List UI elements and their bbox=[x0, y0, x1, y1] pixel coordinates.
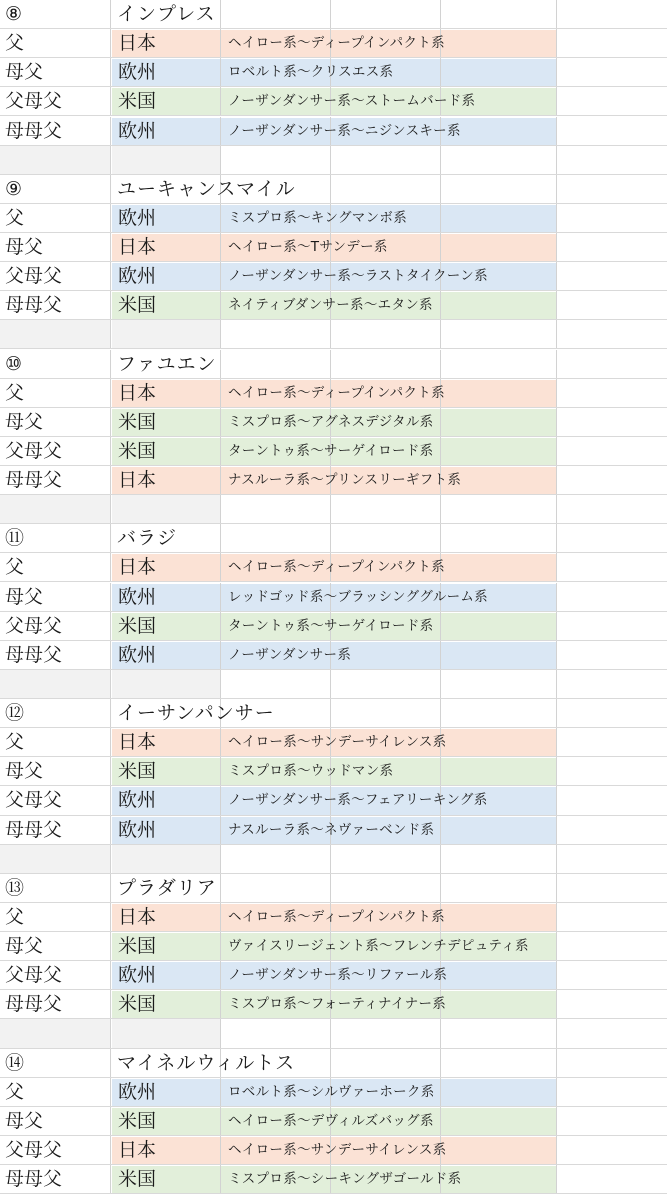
grid-line bbox=[556, 146, 557, 175]
grid-line bbox=[556, 466, 557, 495]
region-label: 欧州 bbox=[118, 643, 157, 666]
grid-line bbox=[556, 175, 557, 204]
spacer-cell bbox=[0, 320, 110, 349]
spacer-row[interactable] bbox=[0, 146, 667, 175]
spacer-cell bbox=[112, 845, 220, 874]
region-label: 欧州 bbox=[118, 789, 157, 812]
grid-line bbox=[220, 583, 221, 612]
sire-line: ナスルーラ系〜ネヴァーベンド系 bbox=[228, 821, 435, 838]
pedigree-row[interactable] bbox=[0, 641, 667, 670]
grid-line bbox=[330, 845, 331, 874]
pedigree-row[interactable] bbox=[0, 408, 667, 437]
grid-line bbox=[110, 320, 111, 349]
spacer-cell bbox=[0, 146, 110, 175]
grid-line bbox=[110, 175, 111, 204]
grid-line bbox=[556, 816, 557, 845]
grid-line bbox=[440, 408, 441, 437]
grid-line bbox=[110, 204, 111, 233]
grid-line bbox=[440, 641, 441, 670]
horse-number: ⑪ bbox=[5, 527, 25, 550]
grid-line bbox=[220, 1078, 221, 1107]
region-label: 米国 bbox=[118, 1168, 157, 1191]
pedigree-role: 母父 bbox=[5, 935, 44, 958]
grid-line bbox=[440, 816, 441, 845]
grid-line bbox=[110, 524, 111, 553]
grid-line bbox=[556, 320, 557, 349]
grid-line bbox=[220, 961, 221, 990]
region-label: 日本 bbox=[118, 469, 157, 492]
region-label: 米国 bbox=[118, 935, 157, 958]
grid-line bbox=[440, 146, 441, 175]
sire-line: ノーザンダンサー系 bbox=[228, 646, 352, 663]
grid-line bbox=[110, 1107, 111, 1136]
grid-line bbox=[556, 903, 557, 932]
grid-line bbox=[110, 291, 111, 320]
grid-line bbox=[110, 583, 111, 612]
horse-number: ⑫ bbox=[5, 702, 25, 725]
grid-line bbox=[220, 1165, 221, 1194]
pedigree-role: 父母父 bbox=[5, 789, 63, 812]
grid-line bbox=[440, 1078, 441, 1107]
grid-line bbox=[556, 670, 557, 699]
grid-line bbox=[110, 437, 111, 466]
grid-line bbox=[110, 146, 111, 175]
pedigree-row[interactable] bbox=[0, 291, 667, 320]
sire-line: ターントゥ系〜サーゲイロード系 bbox=[228, 442, 434, 459]
horse-name: イーサンパンサー bbox=[117, 702, 275, 725]
grid-line bbox=[220, 670, 221, 699]
grid-line bbox=[556, 291, 557, 320]
pedigree-row[interactable] bbox=[0, 961, 667, 990]
sire-line: ヘイロー系〜ディープインパクト系 bbox=[228, 559, 445, 576]
pedigree-role: 母母父 bbox=[5, 119, 63, 142]
horse-number: ⑭ bbox=[5, 1051, 25, 1074]
pedigree-role: 父 bbox=[5, 556, 25, 579]
grid-line bbox=[220, 87, 221, 116]
grid-line bbox=[556, 1078, 557, 1107]
horse-header-row[interactable] bbox=[0, 175, 667, 204]
horse-header-row[interactable] bbox=[0, 524, 667, 553]
horse-header-row[interactable] bbox=[0, 350, 667, 379]
grid-line bbox=[110, 961, 111, 990]
grid-line bbox=[556, 1107, 557, 1136]
spacer-cell bbox=[0, 845, 110, 874]
sire-line: ネイティブダンサー系〜エタン系 bbox=[228, 297, 433, 314]
pedigree-row[interactable] bbox=[0, 553, 667, 582]
sire-line: ノーザンダンサー系〜ストームバード系 bbox=[228, 93, 476, 110]
grid-line bbox=[110, 58, 111, 87]
pedigree-row[interactable] bbox=[0, 1107, 667, 1136]
grid-line bbox=[556, 553, 557, 582]
pedigree-role: 父 bbox=[5, 32, 25, 55]
region-label: 日本 bbox=[118, 236, 157, 258]
grid-line bbox=[220, 1107, 221, 1136]
grid-line bbox=[220, 495, 221, 524]
grid-line bbox=[556, 583, 557, 612]
grid-line bbox=[110, 845, 111, 874]
spacer-cell bbox=[112, 320, 220, 349]
region-label: 欧州 bbox=[118, 818, 157, 841]
grid-line bbox=[220, 146, 221, 175]
spacer-cell bbox=[112, 1019, 220, 1048]
region-label: 米国 bbox=[118, 1109, 157, 1132]
sire-line: ノーザンダンサー系〜リファール系 bbox=[228, 967, 448, 984]
grid-line bbox=[440, 845, 441, 874]
grid-line bbox=[220, 553, 221, 582]
grid-line bbox=[220, 786, 221, 815]
pedigree-role: 母母父 bbox=[5, 294, 63, 317]
pedigree-role: 父母父 bbox=[5, 90, 63, 113]
horse-name: ファユエン bbox=[117, 352, 217, 375]
grid-line bbox=[440, 320, 441, 349]
grid-line bbox=[440, 291, 441, 320]
grid-line bbox=[220, 1136, 221, 1165]
horse-number: ⑨ bbox=[5, 177, 23, 200]
grid-line bbox=[330, 495, 331, 524]
sire-line: ノーザンダンサー系〜フェアリーキング系 bbox=[228, 792, 488, 809]
grid-line bbox=[110, 87, 111, 116]
grid-line bbox=[330, 670, 331, 699]
region-label: 欧州 bbox=[118, 265, 157, 288]
pedigree-row[interactable] bbox=[0, 117, 667, 146]
grid-line bbox=[220, 58, 221, 87]
pedigree-role: 父 bbox=[5, 1080, 25, 1103]
grid-line bbox=[556, 699, 557, 728]
grid-line bbox=[110, 932, 111, 961]
grid-line bbox=[220, 816, 221, 845]
grid-line bbox=[220, 641, 221, 670]
pedigree-row[interactable] bbox=[0, 757, 667, 786]
horse-name: バラジ bbox=[117, 527, 178, 550]
spacer-cell bbox=[0, 1019, 110, 1048]
sire-line: ミスプロ系〜シーキングザゴールド系 bbox=[228, 1171, 462, 1188]
horse-name: インプレス bbox=[117, 3, 216, 25]
pedigree-row[interactable] bbox=[0, 233, 667, 262]
grid-line bbox=[110, 29, 111, 58]
grid-line bbox=[556, 874, 557, 903]
grid-line bbox=[440, 204, 441, 233]
spacer-row[interactable] bbox=[0, 1019, 667, 1048]
region-label: 米国 bbox=[118, 90, 157, 113]
region-label: 米国 bbox=[118, 993, 157, 1016]
grid-line bbox=[556, 641, 557, 670]
pedigree-row[interactable] bbox=[0, 437, 667, 466]
pedigree-row[interactable] bbox=[0, 786, 667, 815]
sire-line: ロベルト系〜クリスエス系 bbox=[228, 64, 394, 81]
horse-name: マイネルウィルトス bbox=[117, 1051, 296, 1074]
grid-line bbox=[110, 612, 111, 641]
pedigree-role: 母父 bbox=[5, 410, 44, 433]
pedigree-role: 母父 bbox=[5, 61, 44, 84]
pedigree-role: 母母父 bbox=[5, 469, 63, 492]
grid-line bbox=[556, 495, 557, 524]
region-label: 欧州 bbox=[118, 61, 157, 84]
grid-line bbox=[556, 262, 557, 291]
grid-line bbox=[220, 233, 221, 262]
pedigree-role: 母母父 bbox=[5, 993, 63, 1016]
sire-line: ターントゥ系〜サーゲイロード系 bbox=[228, 617, 434, 634]
pedigree-role: 母母父 bbox=[5, 1168, 63, 1191]
grid-line bbox=[556, 932, 557, 961]
grid-line bbox=[110, 1049, 111, 1078]
grid-line bbox=[220, 757, 221, 786]
pedigree-row[interactable] bbox=[0, 262, 667, 291]
grid-line bbox=[220, 437, 221, 466]
spacer-row[interactable] bbox=[0, 845, 667, 874]
sire-line: レッドゴッド系〜ブラッシンググルーム系 bbox=[228, 588, 488, 605]
grid-line bbox=[440, 233, 441, 262]
grid-line bbox=[556, 524, 557, 553]
grid-line bbox=[556, 961, 557, 990]
pedigree-row[interactable] bbox=[0, 87, 667, 116]
pedigree-row[interactable] bbox=[0, 1165, 667, 1194]
grid-line bbox=[110, 350, 111, 379]
grid-line bbox=[110, 757, 111, 786]
sire-line: ノーザンダンサー系〜ニジンスキー系 bbox=[228, 122, 461, 139]
grid-line bbox=[220, 990, 221, 1019]
grid-line bbox=[220, 408, 221, 437]
spacer-cell bbox=[0, 495, 110, 524]
grid-line bbox=[220, 845, 221, 874]
grid-line bbox=[110, 641, 111, 670]
sire-line: ノーザンダンサー系〜ラストタイクーン系 bbox=[228, 268, 488, 285]
horse-name: プラダリア bbox=[117, 876, 217, 899]
grid-line bbox=[556, 233, 557, 262]
grid-line bbox=[220, 320, 221, 349]
grid-line bbox=[110, 1165, 111, 1194]
region-label: 米国 bbox=[118, 294, 157, 317]
region-label: 米国 bbox=[118, 760, 157, 783]
pedigree-role: 母父 bbox=[5, 236, 44, 258]
grid-line bbox=[440, 1019, 441, 1048]
grid-line bbox=[110, 786, 111, 815]
pedigree-row[interactable] bbox=[0, 58, 667, 87]
grid-line bbox=[110, 262, 111, 291]
grid-line bbox=[330, 146, 331, 175]
horse-header-row[interactable] bbox=[0, 0, 667, 29]
grid-line bbox=[556, 1019, 557, 1048]
region-label: 日本 bbox=[118, 32, 157, 55]
grid-line bbox=[440, 670, 441, 699]
spacer-cell bbox=[112, 495, 220, 524]
pedigree-role: 父 bbox=[5, 381, 25, 404]
region-label: 日本 bbox=[118, 556, 157, 579]
horse-number: ⑧ bbox=[5, 3, 23, 25]
region-label: 日本 bbox=[118, 905, 157, 928]
region-label: 米国 bbox=[118, 410, 157, 433]
region-label: 日本 bbox=[118, 731, 157, 754]
region-label: 欧州 bbox=[118, 1080, 157, 1103]
pedigree-row[interactable] bbox=[0, 612, 667, 641]
grid-line bbox=[220, 1019, 221, 1048]
sire-line: ヘイロー系〜Tサンデー系 bbox=[228, 239, 388, 255]
grid-line bbox=[220, 262, 221, 291]
grid-line bbox=[556, 379, 557, 408]
pedigree-role: 母父 bbox=[5, 760, 44, 783]
grid-line bbox=[556, 117, 557, 146]
pedigree-role: 父母父 bbox=[5, 439, 63, 462]
grid-line bbox=[110, 495, 111, 524]
pedigree-role: 父母父 bbox=[5, 964, 63, 987]
pedigree-row[interactable] bbox=[0, 1078, 667, 1107]
grid-line bbox=[110, 233, 111, 262]
pedigree-role: 母父 bbox=[5, 1109, 44, 1132]
horse-name: ユーキャンスマイル bbox=[117, 177, 296, 200]
grid-line bbox=[110, 990, 111, 1019]
pedigree-row[interactable] bbox=[0, 466, 667, 495]
pedigree-row[interactable] bbox=[0, 379, 667, 408]
pedigree-role: 母父 bbox=[5, 585, 44, 608]
region-label: 米国 bbox=[118, 439, 157, 462]
grid-line bbox=[220, 29, 221, 58]
pedigree-row[interactable] bbox=[0, 29, 667, 58]
grid-line bbox=[220, 932, 221, 961]
grid-line bbox=[556, 845, 557, 874]
pedigree-row[interactable] bbox=[0, 990, 667, 1019]
spacer-cell bbox=[0, 670, 110, 699]
pedigree-row[interactable] bbox=[0, 583, 667, 612]
sire-line: ヘイロー系〜ディープインパクト系 bbox=[228, 384, 445, 401]
grid-line bbox=[110, 728, 111, 757]
grid-line bbox=[220, 612, 221, 641]
grid-line bbox=[110, 1136, 111, 1165]
pedigree-row[interactable] bbox=[0, 816, 667, 845]
pedigree-role: 父母父 bbox=[5, 1138, 63, 1161]
grid-line bbox=[110, 1019, 111, 1048]
spacer-row[interactable] bbox=[0, 320, 667, 349]
sire-line: ヴァイスリージェント系〜フレンチデピュティ系 bbox=[228, 938, 529, 955]
grid-line bbox=[220, 204, 221, 233]
pedigree-role: 母母父 bbox=[5, 818, 63, 841]
sire-line: ナスルーラ系〜プリンスリーギフト系 bbox=[228, 472, 462, 489]
grid-line bbox=[220, 291, 221, 320]
grid-line bbox=[110, 117, 111, 146]
grid-line bbox=[556, 990, 557, 1019]
grid-line bbox=[440, 437, 441, 466]
grid-line bbox=[556, 612, 557, 641]
pedigree-row[interactable] bbox=[0, 1136, 667, 1165]
grid-line bbox=[556, 0, 557, 29]
grid-line bbox=[110, 699, 111, 728]
pedigree-role: 父母父 bbox=[5, 265, 63, 288]
grid-line bbox=[110, 1078, 111, 1107]
grid-line bbox=[220, 903, 221, 932]
region-label: 欧州 bbox=[118, 964, 157, 987]
region-label: 欧州 bbox=[118, 585, 157, 608]
grid-line bbox=[556, 408, 557, 437]
pedigree-row[interactable] bbox=[0, 204, 667, 233]
grid-line bbox=[440, 1107, 441, 1136]
grid-line bbox=[110, 670, 111, 699]
grid-line bbox=[110, 466, 111, 495]
spacer-row[interactable] bbox=[0, 495, 667, 524]
grid-line bbox=[110, 379, 111, 408]
grid-line bbox=[110, 903, 111, 932]
grid-line bbox=[556, 87, 557, 116]
grid-line bbox=[556, 1049, 557, 1078]
grid-line bbox=[556, 757, 557, 786]
pedigree-role: 父母父 bbox=[5, 614, 63, 637]
horse-header-row[interactable] bbox=[0, 1049, 667, 1078]
sire-line: ヘイロー系〜デヴィルズバッグ系 bbox=[228, 1112, 434, 1129]
pedigree-row[interactable] bbox=[0, 932, 667, 961]
spacer-row[interactable] bbox=[0, 670, 667, 699]
grid-line bbox=[556, 728, 557, 757]
sire-line: ヘイロー系〜ディープインパクト系 bbox=[228, 35, 445, 52]
grid-line bbox=[556, 786, 557, 815]
grid-line bbox=[110, 0, 111, 29]
grid-line bbox=[556, 29, 557, 58]
grid-line bbox=[220, 117, 221, 146]
pedigree-role: 母母父 bbox=[5, 643, 63, 666]
grid-line bbox=[440, 495, 441, 524]
region-label: 欧州 bbox=[118, 206, 157, 229]
grid-line bbox=[556, 58, 557, 87]
grid-line bbox=[440, 757, 441, 786]
grid-line bbox=[556, 204, 557, 233]
grid-line bbox=[556, 350, 557, 379]
grid-line bbox=[110, 816, 111, 845]
pedigree-role: 父 bbox=[5, 731, 25, 754]
grid-line bbox=[110, 553, 111, 582]
region-label: 日本 bbox=[118, 1138, 157, 1161]
sire-line: ミスプロ系〜フォーティナイナー系 bbox=[228, 996, 447, 1013]
sire-line: ミスプロ系〜キングマンボ系 bbox=[228, 209, 407, 226]
grid-line bbox=[330, 320, 331, 349]
region-label: 日本 bbox=[118, 381, 157, 404]
sire-line: ロベルト系〜シルヴァーホーク系 bbox=[228, 1083, 435, 1100]
pedigree-row[interactable] bbox=[0, 728, 667, 757]
grid-line bbox=[556, 1165, 557, 1194]
grid-line bbox=[220, 379, 221, 408]
sire-line: ヘイロー系〜ディープインパクト系 bbox=[228, 908, 445, 925]
sire-line: ミスプロ系〜アグネスデジタル系 bbox=[228, 413, 434, 430]
horse-header-row[interactable] bbox=[0, 699, 667, 728]
grid-line bbox=[556, 437, 557, 466]
grid-line bbox=[110, 874, 111, 903]
horse-header-row[interactable] bbox=[0, 874, 667, 903]
grid-line bbox=[220, 466, 221, 495]
spacer-cell bbox=[112, 670, 220, 699]
sire-line: ヘイロー系〜サンデーサイレンス系 bbox=[228, 734, 447, 751]
grid-line bbox=[110, 408, 111, 437]
pedigree-role: 父 bbox=[5, 905, 25, 928]
spacer-cell bbox=[112, 146, 220, 175]
horse-number: ⑩ bbox=[5, 352, 23, 375]
grid-line bbox=[556, 1136, 557, 1165]
horse-number: ⑬ bbox=[5, 876, 25, 899]
grid-line bbox=[330, 1019, 331, 1048]
grid-line bbox=[220, 728, 221, 757]
sire-line: ヘイロー系〜サンデーサイレンス系 bbox=[228, 1141, 447, 1158]
region-label: 米国 bbox=[118, 614, 157, 637]
grid-line bbox=[440, 58, 441, 87]
sire-line: ミスプロ系〜ウッドマン系 bbox=[228, 763, 394, 780]
pedigree-role: 父 bbox=[5, 206, 25, 229]
pedigree-row[interactable] bbox=[0, 903, 667, 932]
region-label: 欧州 bbox=[118, 119, 157, 142]
grid-line bbox=[440, 612, 441, 641]
